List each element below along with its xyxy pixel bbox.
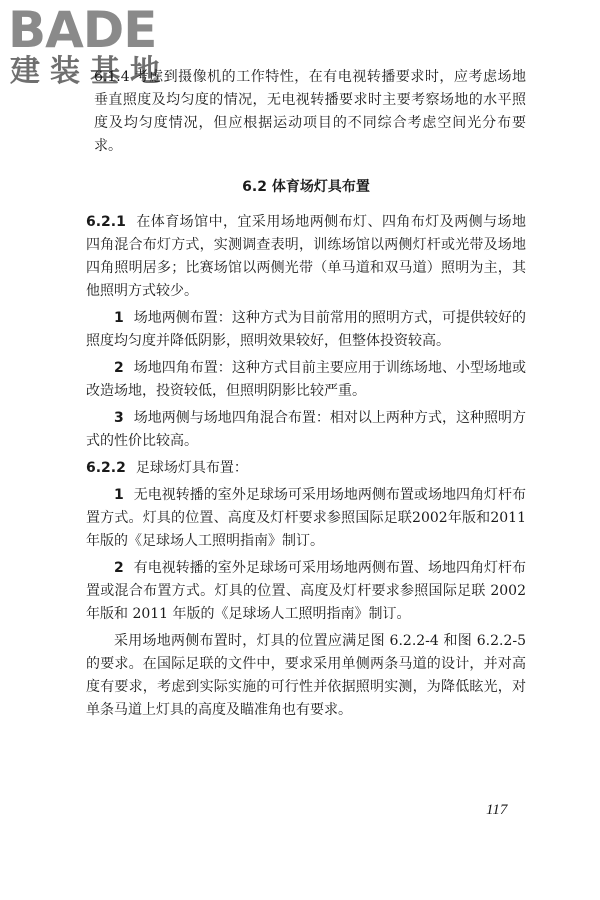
clause-text: 在体育场馆中，宜采用场地两侧布灯、四角布灯及两侧与场地四角混合布灯方式，实测调查表明，训练场馆以两侧灯杆或光带及场地四角照明居多；比赛场馆以两侧光带（单马道和双马道）照明为主，其他照明方式较少。 (86, 214, 526, 299)
list-item (86, 484, 526, 553)
page-body (86, 66, 526, 722)
list-item (86, 357, 526, 403)
list-item (86, 407, 526, 453)
item-text: 无电视转播的室外足球场可采用场地两侧布置或场地四角灯杆布置方式。灯具的位置、高度及灯杆要求参照国际足联2002年版和2011年版的《足球场人工照明指南》制订。 (86, 487, 526, 549)
closing-paragraph: 采用场地两侧布置时，灯具的位置应满足图 6.2.2-4 和图 6.2.2-5 的要求。在国际足联的文件中，要求采用单侧两条马道的设计，并对高度有要求，考虑到实际实施的可行性并依据照明实测，为降低眩光，对单条马道上灯具的高度及瞄准角也有要求。 (86, 633, 526, 718)
clause-6-2-1 (86, 211, 526, 303)
item-number: 3 (114, 410, 124, 426)
clause-text: 足球场灯具布置： (135, 460, 248, 476)
clause-6-2-2 (86, 457, 526, 480)
watermark-tagline: 建装基地 (10, 54, 170, 89)
item-number: 1 (114, 310, 124, 326)
clause-number: 6.2.2 (86, 460, 126, 476)
section-heading: 6.2 体育场灯具布置 (242, 179, 370, 195)
item-text: 场地两侧布置：这种方式为目前常用的照明方式，可提供较好的照度均匀度并降低阴影，照明效果较好，但整体投资较高。 (86, 310, 526, 349)
item-number: 2 (114, 360, 124, 376)
item-number: 2 (114, 560, 124, 576)
paragraph-6-1-4: 6.1.4 考虑到摄像机的工作特性，在有电视转播要求时，应考虑场地垂直照度及均匀度的情况，无电视转播要求时主要考察场地的水平照度及均匀度情况，但应根据运动项目的不同综合考虑空间光分布要求。 (94, 69, 526, 154)
page-number: 117 (486, 802, 508, 818)
item-text: 有电视转播的室外足球场可采用场地两侧布置、场地四角灯杆布置或混合布置方式。灯具的位置、高度及灯杆要求参照国际足联 2002 年版和 2011 年版的《足球场人工照明指南》制订。 (86, 560, 526, 622)
clause-number: 6.2.1 (86, 214, 126, 230)
list-item (86, 557, 526, 626)
list-item (86, 307, 526, 353)
item-number: 1 (114, 487, 124, 503)
item-text: 场地四角布置：这种方式目前主要应用于训练场地、小型场地或改造场地，投资较低，但照明阴影比较严重。 (86, 360, 526, 399)
watermark-brand: BADE (8, 1, 157, 59)
item-text: 场地两侧与场地四角混合布置：相对以上两种方式，这种照明方式的性价比较高。 (86, 410, 526, 449)
